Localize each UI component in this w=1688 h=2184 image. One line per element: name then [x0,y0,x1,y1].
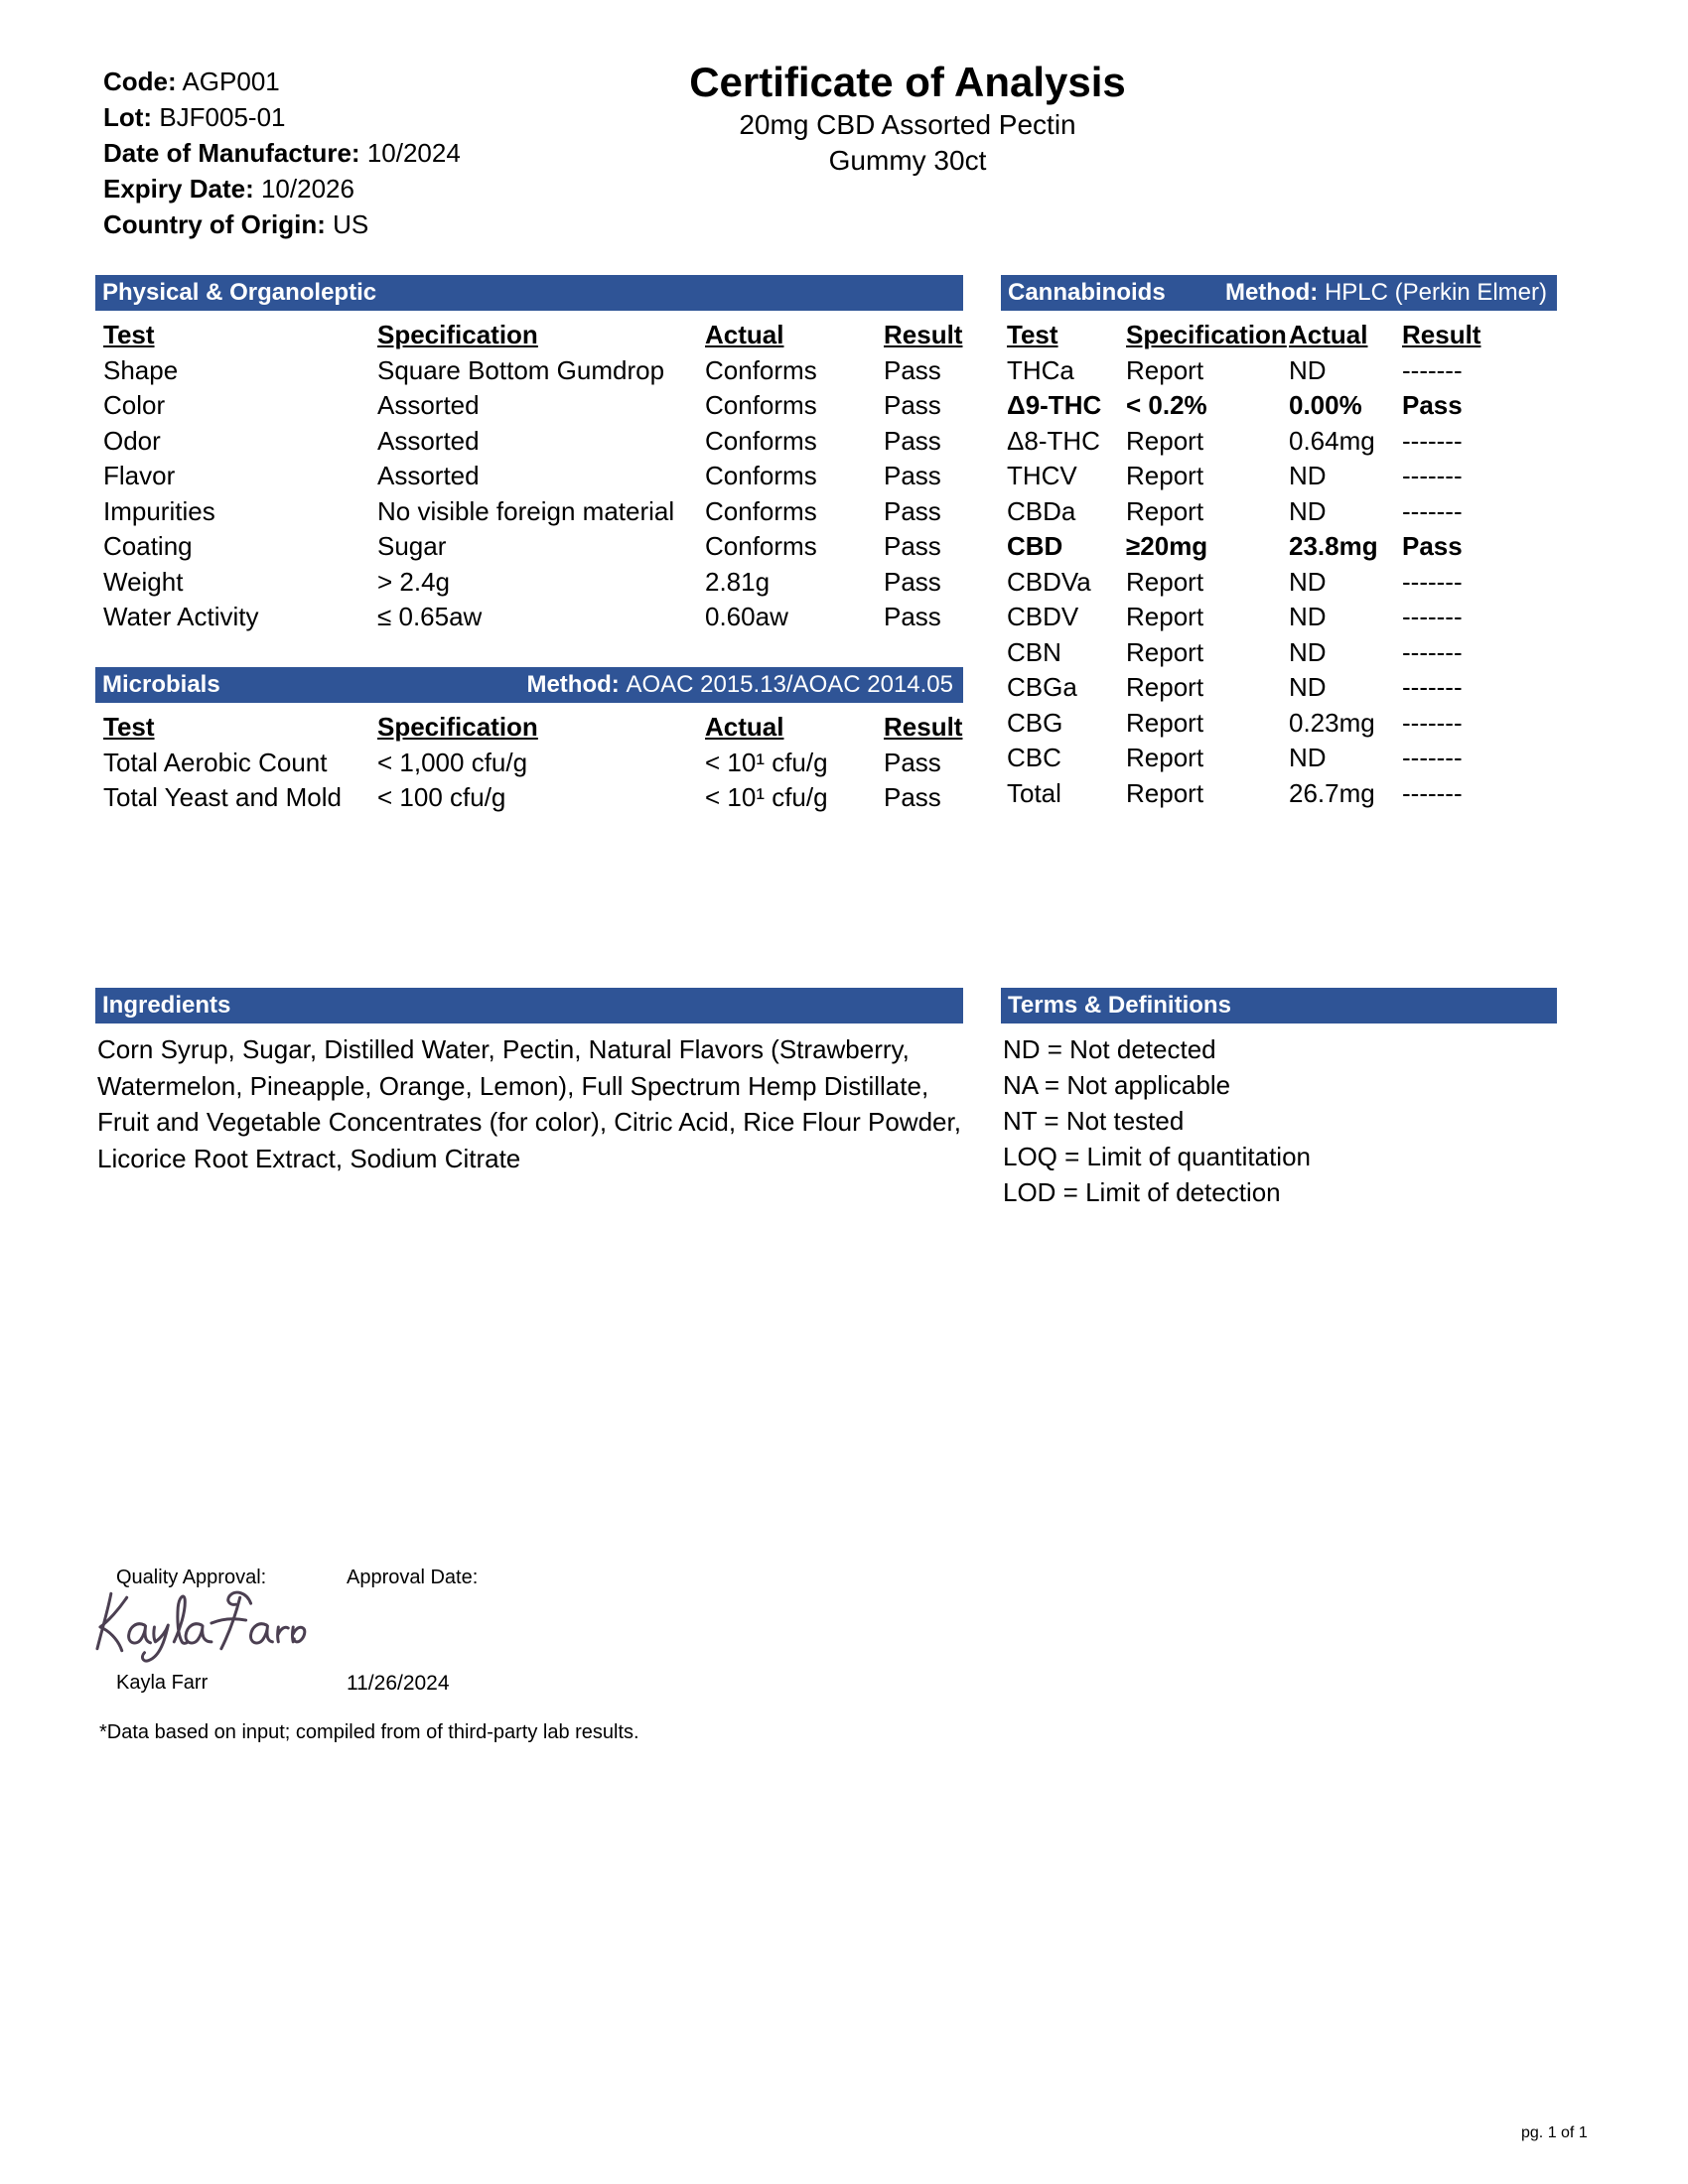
term-item: NT = Not tested [1003,1106,1185,1136]
table-cell: Odor [103,425,161,456]
table-cell: Conforms [705,531,817,561]
table-cell: THCa [1007,354,1074,385]
page-number: pg. 1 of 1 [1521,2124,1588,2141]
table-cell: ≥20mg [1126,531,1208,561]
table-row [95,424,963,460]
table-cell: No visible foreign material [377,495,675,526]
physical-column-headers [95,318,963,353]
table-cell: Pass [884,390,941,420]
column-header: Specification [1126,320,1287,349]
microbials-column-headers [95,710,963,746]
title-block [610,58,1205,179]
meta-code [103,64,461,99]
table-row [95,565,963,601]
table-cell: ND [1289,566,1327,597]
term-item: ND = Not detected [1003,1034,1216,1064]
table-cell: Report [1126,425,1204,456]
cannabinoids-section-header [1001,275,1557,311]
column-header: Test [103,712,155,742]
table-cell: Pass [884,782,941,812]
table-cell: CBDV [1007,602,1079,631]
term-item: LOQ = Limit of quantitation [1003,1142,1312,1171]
table-cell: 0.00% [1289,390,1362,420]
meta-code-label: Code: [103,67,177,96]
table-cell: ≤ 0.65aw [377,602,483,631]
table-row [95,494,963,530]
table-cell: 23.8mg [1289,531,1378,561]
page-title: Certificate of Analysis [689,59,1126,105]
table-cell: Conforms [705,390,817,420]
table-cell: < 10¹ cfu/g [705,747,828,777]
column-header: Actual [705,712,784,742]
product-name-line2: Gummy 30ct [828,145,987,176]
ingredients-text [95,1024,963,1176]
microbials-table [95,667,963,816]
table-cell: Pass [884,354,941,385]
meta-expiry-date [103,171,461,206]
table-cell: CBDa [1007,495,1076,526]
table-cell: Total Aerobic Count [103,747,328,777]
table-row [1001,670,1557,706]
column-header: Test [103,320,155,349]
microbials-method-label: Method: [526,671,620,698]
table-cell: Δ8-THC [1007,425,1100,456]
table-cell: Report [1126,354,1204,385]
cannabinoids-column-headers [1001,318,1557,353]
table-cell: ------- [1402,636,1463,667]
table-cell: ND [1289,461,1327,490]
table-row [1001,776,1557,812]
meta-manufacture-date-value: 10/2024 [366,138,461,168]
table-row [1001,424,1557,460]
table-row [95,459,963,494]
table-cell: Report [1126,672,1204,702]
table-cell: ------- [1402,425,1463,456]
microbials-section-header [95,667,963,703]
cannabinoids-table [1001,275,1557,811]
table-cell: Color [103,390,166,420]
table-cell: ------- [1402,495,1463,526]
cannabinoids-table-body [1001,311,1557,811]
terms-section-header [1001,988,1557,1024]
table-cell: Conforms [705,495,817,526]
table-cell: 0.64mg [1289,425,1375,456]
table-cell: 26.7mg [1289,777,1375,808]
cannabinoids-method-text: HPLC (Perkin Elmer) [1324,279,1547,306]
table-cell: Report [1126,636,1204,667]
table-row [1001,741,1557,776]
meta-manufacture-date [103,135,461,171]
table-cell: Report [1126,602,1204,631]
table-cell: ND [1289,743,1327,772]
column-header: Actual [1289,320,1368,349]
table-cell: < 1,000 cfu/g [377,747,528,777]
table-cell: ND [1289,602,1327,631]
cannabinoids-method-value [1318,279,1325,306]
table-row [1001,635,1557,671]
cannabinoids-section-method [1225,279,1547,307]
table-cell: Conforms [705,461,817,490]
cannabinoids-table-rows [1001,353,1557,812]
table-cell: Pass [884,425,941,456]
column-header: Result [884,320,963,349]
table-cell: Total [1007,777,1061,808]
table-cell: CBGa [1007,672,1077,702]
table-row [95,529,963,565]
column-header: Result [1402,320,1481,349]
table-cell: Pass [884,495,941,526]
table-cell: ------- [1402,743,1463,772]
meta-lot-label: Lot: [103,102,153,132]
table-cell: Pass [1402,531,1463,561]
table-cell: > 2.4g [377,566,451,597]
table-cell: ------- [1402,566,1463,597]
table-cell: CBN [1007,636,1061,667]
table-cell: ------- [1402,707,1463,738]
table-cell: ------- [1402,602,1463,631]
meta-expiry-date-value: 10/2026 [260,174,354,204]
physical-section-title: Physical & Organoleptic [102,279,377,306]
table-cell: Square Bottom Gumdrop [377,354,665,385]
table-cell: Sugar [377,531,447,561]
approver-name: Kayla Farr [116,1672,209,1694]
microbials-section-method [526,671,953,699]
table-cell: < 0.2% [1126,390,1207,420]
table-cell: CBC [1007,743,1061,772]
table-cell: ND [1289,354,1327,385]
table-cell: Report [1126,495,1204,526]
table-row [95,388,963,424]
footnote: *Data based on input; compiled from of third-party lab results. [99,1721,639,1743]
ingredients-section [95,988,963,1176]
table-cell: Shape [103,354,179,385]
microbials-table-rows [95,746,963,816]
table-cell: CBD [1007,531,1063,561]
terms-definitions-section [1001,988,1557,1210]
table-cell: THCV [1007,461,1077,490]
table-row [1001,388,1557,424]
cannabinoids-section-title: Cannabinoids [1008,279,1166,306]
table-cell: Report [1126,707,1204,738]
physical-section-header [95,275,963,311]
physical-table-body [95,311,963,635]
approval-date-value: 11/26/2024 [347,1672,450,1695]
table-cell: Impurities [103,495,215,526]
table-cell: Weight [103,566,184,597]
table-cell: Assorted [377,461,480,490]
table-cell: Pass [1402,390,1463,420]
meta-country-origin-value: US [333,209,369,239]
quality-approval-label: Quality Approval: [116,1567,267,1588]
table-row [1001,459,1557,494]
table-cell: 0.60aw [705,602,788,631]
table-row [1001,600,1557,635]
physical-organoleptic-table [95,275,963,635]
meta-expiry-date-label: Expiry Date: [103,174,254,204]
table-cell: Coating [103,531,193,561]
microbials-method-text: AOAC 2015.13/AOAC 2014.05 [626,671,953,698]
table-cell: Flavor [103,461,176,490]
approval-date-label: Approval Date: [347,1567,479,1588]
column-header: Result [884,712,963,742]
meta-country-origin [103,206,461,242]
table-cell: Pass [884,747,941,777]
table-cell: Water Activity [103,602,259,631]
table-cell: ND [1289,672,1327,702]
table-cell: < 100 cfu/g [377,782,506,812]
table-cell: CBG [1007,707,1063,738]
table-cell: Report [1126,777,1204,808]
table-cell: ND [1289,495,1327,526]
column-header: Test [1007,320,1058,349]
meta-lot [103,99,461,135]
table-row [95,600,963,635]
column-header: Specification [377,712,538,742]
table-row [1001,353,1557,389]
table-cell: Report [1126,461,1204,490]
cannabinoids-method-label: Method: [1224,279,1319,306]
table-row [1001,706,1557,742]
table-cell: Assorted [377,390,480,420]
ingredients-line: Watermelon, Pineapple, Orange, Lemon), Full Spectrum Hemp Distillate, [97,1070,929,1101]
ingredients-line: Corn Syrup, Sugar, Distilled Water, Pectin, Natural Flavors (Strawberry, [97,1034,910,1064]
table-cell: Total Yeast and Mold [103,782,342,812]
terms-section-title: Terms & Definitions [1008,992,1231,1019]
table-cell: ------- [1402,354,1463,385]
table-cell: Pass [884,566,941,597]
table-cell: CBDVa [1007,566,1091,597]
table-cell: Conforms [705,354,817,385]
table-cell: Assorted [377,425,480,456]
term-item: NA = Not applicable [1003,1070,1231,1100]
table-row [95,780,963,816]
table-cell: ------- [1402,672,1463,702]
microbials-section-title: Microbials [102,671,220,698]
table-cell: ------- [1402,461,1463,490]
term-item: LOD = Limit of detection [1003,1177,1281,1207]
microbials-table-body [95,703,963,816]
table-cell: Report [1126,566,1204,597]
handwritten-signature [91,1584,318,1666]
meta-code-value: AGP001 [182,67,280,96]
table-cell: Pass [884,531,941,561]
table-row [1001,529,1557,565]
ingredients-line: Fruit and Vegetable Concentrates (for color), Citric Acid, Rice Flour Powder, [97,1107,961,1137]
terms-list [1001,1024,1557,1210]
table-cell: 2.81g [705,566,771,597]
table-row [1001,565,1557,601]
table-cell: 0.23mg [1289,707,1375,738]
table-cell: ND [1289,636,1327,667]
table-cell: Report [1126,743,1204,772]
meta-manufacture-date-label: Date of Manufacture: [103,138,360,168]
table-cell: ------- [1402,777,1463,808]
ingredients-line: Licorice Root Extract, Sodium Citrate [97,1143,521,1173]
meta-country-origin-label: Country of Origin: [103,209,326,239]
column-header: Actual [705,320,784,349]
table-row [95,353,963,389]
table-row [1001,494,1557,530]
table-cell: Pass [884,461,941,490]
table-cell: Conforms [705,425,817,456]
document-meta-block [103,64,461,242]
ingredients-section-title: Ingredients [102,992,231,1019]
ingredients-section-header [95,988,963,1024]
physical-table-rows [95,353,963,635]
meta-lot-value: BJF005-01 [159,102,286,132]
table-cell: Pass [884,602,941,631]
product-name-line1: 20mg CBD Assorted Pectin [739,109,1076,140]
table-cell: < 10¹ cfu/g [705,782,828,812]
column-header: Specification [377,320,538,349]
table-row [95,746,963,781]
table-cell: Δ9-THC [1007,390,1102,420]
